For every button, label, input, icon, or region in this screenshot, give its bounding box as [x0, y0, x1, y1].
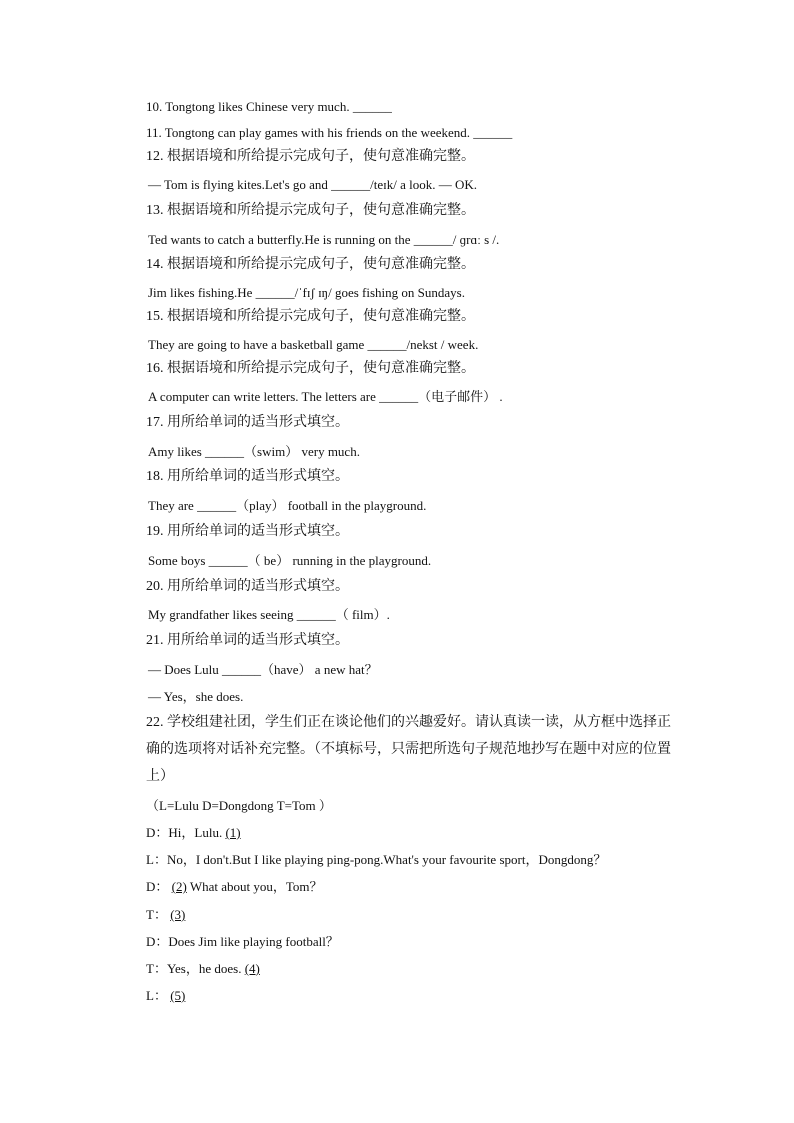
question-19-instruction: 19. 用所给单词的适当形式填空。 — [146, 524, 349, 539]
answer-blank-2: (2) — [171, 879, 187, 894]
speaker-legend: （L=Lulu D=Dongdong T=Tom ） — [146, 798, 332, 813]
dialogue-text: D：Hi，Lulu. — [146, 825, 226, 840]
answer-blank-1: (1) — [225, 825, 241, 840]
question-11: 11. Tongtong can play games with his friends on the weekend. ______ — [146, 125, 513, 140]
question-12-sentence: — Tom is flying kites.Let's go and ______/teɪk/ a look. — OK. — [148, 177, 478, 192]
answer-blank-4: (4) — [244, 961, 260, 976]
question-22-instruction-1: 22. 学校组建社团，学生们正在谈论他们的兴趣爱好。请认真读一读，从方框中选择正 — [146, 715, 671, 730]
question-18-instruction: 18. 用所给单词的适当形式填空。 — [146, 469, 349, 484]
question-16-instruction: 16. 根据语境和所给提示完成句子，使句意准确完整。 — [146, 361, 475, 376]
question-19-sentence: Some boys ______（ be） running in the playground. — [148, 553, 432, 568]
question-17-instruction: 17. 用所给单词的适当形式填空。 — [146, 415, 349, 430]
question-10: 10. Tongtong likes Chinese very much. ______ — [146, 99, 392, 114]
dialogue-text: What about you，Tom？ — [186, 879, 323, 894]
question-20-sentence: My grandfather likes seeing ______（ film）. — [148, 607, 390, 622]
question-22-instruction-3: 上） — [146, 769, 174, 784]
question-17-sentence: Amy likes ______（swim） very much. — [148, 444, 360, 459]
question-14-sentence: Jim likes fishing.He ______/ˈfɪʃ ɪŋ/ goes fishing on Sundays. — [148, 285, 465, 300]
question-15-sentence: They are going to have a basketball game ______/nekst / week. — [148, 337, 479, 352]
dialogue-text: D：Does Jim like playing football？ — [146, 934, 339, 949]
dialogue-line — [146, 960, 260, 978]
question-20-instruction: 20. 用所给单词的适当形式填空。 — [146, 579, 349, 594]
dialogue-line — [146, 878, 323, 896]
question-16-sentence: A computer can write letters. The letters are ______（电子邮件） . — [148, 389, 503, 404]
dialogue-text: D： — [146, 879, 172, 894]
dialogue-line — [146, 906, 185, 924]
dialogue-line — [146, 851, 606, 869]
question-14-instruction: 14. 根据语境和所给提示完成句子，使句意准确完整。 — [146, 257, 475, 272]
dialogue-line — [146, 987, 185, 1005]
question-21-instruction: 21. 用所给单词的适当形式填空。 — [146, 633, 349, 648]
dialogue-line — [146, 933, 339, 951]
answer-blank-3: (3) — [170, 907, 186, 922]
question-13-instruction: 13. 根据语境和所给提示完成句子，使句意准确完整。 — [146, 203, 475, 218]
answer-blank-5: (5) — [170, 988, 186, 1003]
question-21-line-1: — Does Lulu ______（have） a new hat？ — [148, 662, 378, 677]
question-13-sentence: Ted wants to catch a butterfly.He is running on the ______/ ɡrɑː s /. — [148, 232, 500, 247]
question-18-sentence: They are ______（play） football in the playground. — [148, 498, 427, 513]
dialogue-text: T：Yes，he does. — [146, 961, 245, 976]
question-15-instruction: 15. 根据语境和所给提示完成句子，使句意准确完整。 — [146, 309, 475, 324]
question-12-instruction: 12. 根据语境和所给提示完成句子，使句意准确完整。 — [146, 149, 475, 164]
dialogue-line — [146, 824, 241, 842]
question-21-line-2: — Yes，she does. — [148, 689, 244, 704]
dialogue-text: T： — [146, 907, 171, 922]
question-22-instruction-2: 确的选项将对话补充完整。（不填标号，只需把所选句子规范地抄写在题中对应的位置 — [146, 742, 671, 757]
dialogue-text: L： — [146, 988, 171, 1003]
dialogue-text: L：No，I don't.But I like playing ping-pong.What's your favourite sport，Dongdong？ — [146, 852, 607, 867]
